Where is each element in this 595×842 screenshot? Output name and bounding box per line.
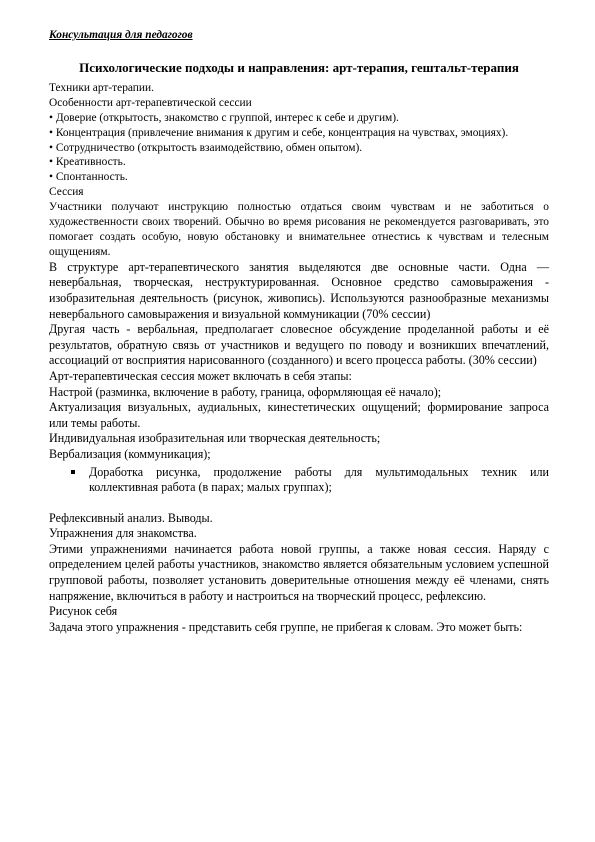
stage-actualization: Актуализация визуальных, аудиальных, кинестетических ощущений; формирование запроса или темы работы. bbox=[49, 400, 549, 430]
paragraph-instructions: Участники получают инструкцию полностью отдаться своим чувствам и не заботиться о художественности своих творений. Обычно во время рисования не рекомендуется разговаривать, это помогает создать особую, новую обстановку и внимательнее отнестись к чувствам и телесным ощущениям. bbox=[49, 201, 549, 258]
list-item-concentration: • Концентрация (привлечение внимания к другим и себе, концентрация на чувствах, эмоциях). bbox=[49, 126, 509, 139]
paragraph-session: Сессия bbox=[49, 186, 84, 199]
stage-verbalization: Вербализация (коммуникация); bbox=[49, 446, 211, 461]
stage-refinement: Доработка рисунка, продолжение работы для мультимодальных техник или коллективная работа (в парах; малых группах); bbox=[89, 464, 549, 495]
paragraph-stages: Арт-терапевтическая сессия может включать в себя этапы: bbox=[49, 368, 352, 383]
paragraph-session-features: Особенности арт-терапевтической сессии bbox=[49, 96, 252, 109]
list-item-cooperation: • Сотрудничество (открытость взаимодействию, обмен опытом). bbox=[49, 141, 363, 154]
list-item-trust: • Доверие (открытость, знакомство с группой, интерес к себе и другим). bbox=[49, 111, 399, 124]
list-item bbox=[49, 465, 549, 496]
document-title: Психологические подходы и направления: арт-терапия, гештальт-терапия bbox=[79, 59, 519, 75]
stage-reflection: Рефлексивный анализ. Выводы. bbox=[49, 510, 213, 525]
paragraph-self-drawing-task: Задача этого упражнения - представить себя группе, не прибегая к словам. Это может быть: bbox=[49, 619, 523, 634]
paragraph-verbal-part: Другая часть - вербальная, предполагает словесное обсуждение проделанной работы и её результатов, обратную связь от участников и ведущего по поводу и возникших впечатлений, ассоциаций от восприятия нарисованного (созданного) и всего процесса работы. (30% сессии) bbox=[49, 322, 549, 368]
paragraph-exercises: Упражнения для знакомства. bbox=[49, 526, 197, 541]
list-item-spontaneity: • Спонтанность. bbox=[49, 171, 128, 184]
spacer bbox=[49, 496, 549, 511]
paragraph-self-drawing: Рисунок себя bbox=[49, 604, 118, 619]
list-item-creativity: • Креативность. bbox=[49, 156, 126, 169]
stage-individual-activity: Индивидуальная изобразительная или творческая деятельность; bbox=[49, 431, 381, 446]
bullet-list bbox=[49, 465, 549, 496]
square-bullet-icon bbox=[71, 470, 75, 474]
stage-setup: Настрой (разминка, включение в работу, граница, оформляющая её начало); bbox=[49, 384, 442, 399]
paragraph-exercises-description: Этими упражнениями начинается работа новой группы, а также новая сессия. Наряду с определением целей работы участников, знакомство является обязательным условием успешной групповой работы, позволяет установить доверительные отношения между её членами, снять напряжение, включиться в работу и настроиться на творческий процесс, рефлексию. bbox=[49, 541, 549, 603]
document-header: Консультация для педагогов bbox=[49, 29, 193, 41]
paragraph-techniques: Техники арт-терапии. bbox=[49, 81, 154, 94]
paragraph-structure: В структуре арт-терапевтического занятия выделяются две основные части. Одна — невербальная, творческая, неструктурированная. Основное средство самовыражения - изобразительная деятельность (рисунок, живопись). Используются разнообразные механизмы невербального самовыражения и визуальной коммуникации (70% сессии) bbox=[49, 259, 549, 321]
